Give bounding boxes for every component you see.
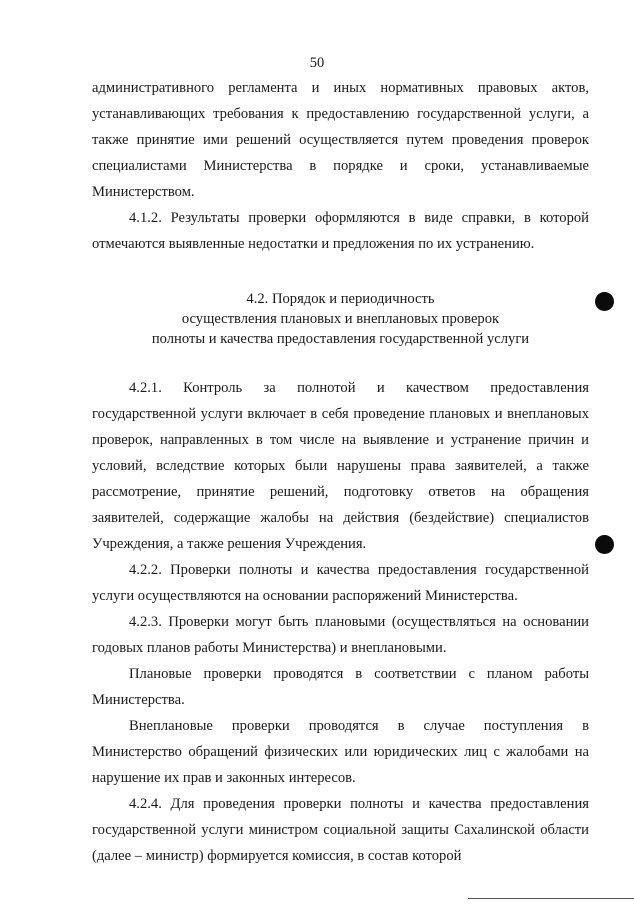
page-number: 50 [309,55,325,71]
bottom-edge-line [468,898,634,899]
document-body [92,75,589,869]
section-heading-line-1: 4.2. Порядок и периодичность [246,291,435,307]
paragraph-4-1-2: 4.1.2. Результаты проверки оформляются в виде справки, в которой отмечаются выявленные недостатки и предложения по их устранению. [92,210,589,252]
paragraph-unplanned-checks: Внеплановые проверки проводятся в случае поступления в Министерство обращений физических или юридических лиц с жалобами на нарушение их прав и законных интересов. [92,718,589,786]
punch-hole-mark-top [595,292,614,311]
section-heading [92,289,589,349]
paragraph-4-2-3: 4.2.3. Проверки могут быть плановыми (осуществляться на основании годовых планов работы Министерства) и внеплановыми. [92,614,589,656]
paragraph-continuation: административного регламента и иных нормативных правовых актов, устанавливающих требования к предоставлению государственной услуги, а также принятие ими решений осуществляется путем проведения проверок специалистами Министерства в порядке и сроки, устанавливаемые Министерством. [92,80,589,200]
paragraph-planned-checks: Плановые проверки проводятся в соответствии с планом работы Министерства. [92,666,589,708]
paragraph-4-2-1: 4.2.1. Контроль за полнотой и качеством предоставления государственной услуги включает в себя проведение плановых и внеплановых проверок, направленных в том числе на выявление и устранение причин и условий, вследствие которых были нарушены права заявителей, а также рассмотрение, принятие решений, подготовку ответов на обращения заявителей, содержащие жалобы на действия (бездействие) специалистов Учреждения, а также решения Учреждения. [92,380,589,552]
paragraph-4-2-2: 4.2.2. Проверки полноты и качества предоставления государственной услуги осуществляются на основании распоряжений Министерства. [92,562,589,604]
punch-hole-mark-bottom [595,535,614,554]
paragraph-4-2-4: 4.2.4. Для проведения проверки полноты и качества предоставления государственной услуги министром социальной защиты Сахалинской области (далее – министр) формируется комиссия, в состав которой [92,796,589,864]
section-heading-line-2: осуществления плановых и внеплановых проверок [181,311,500,327]
section-heading-line-3: полноты и качества предоставления государственной услуги [151,331,530,347]
